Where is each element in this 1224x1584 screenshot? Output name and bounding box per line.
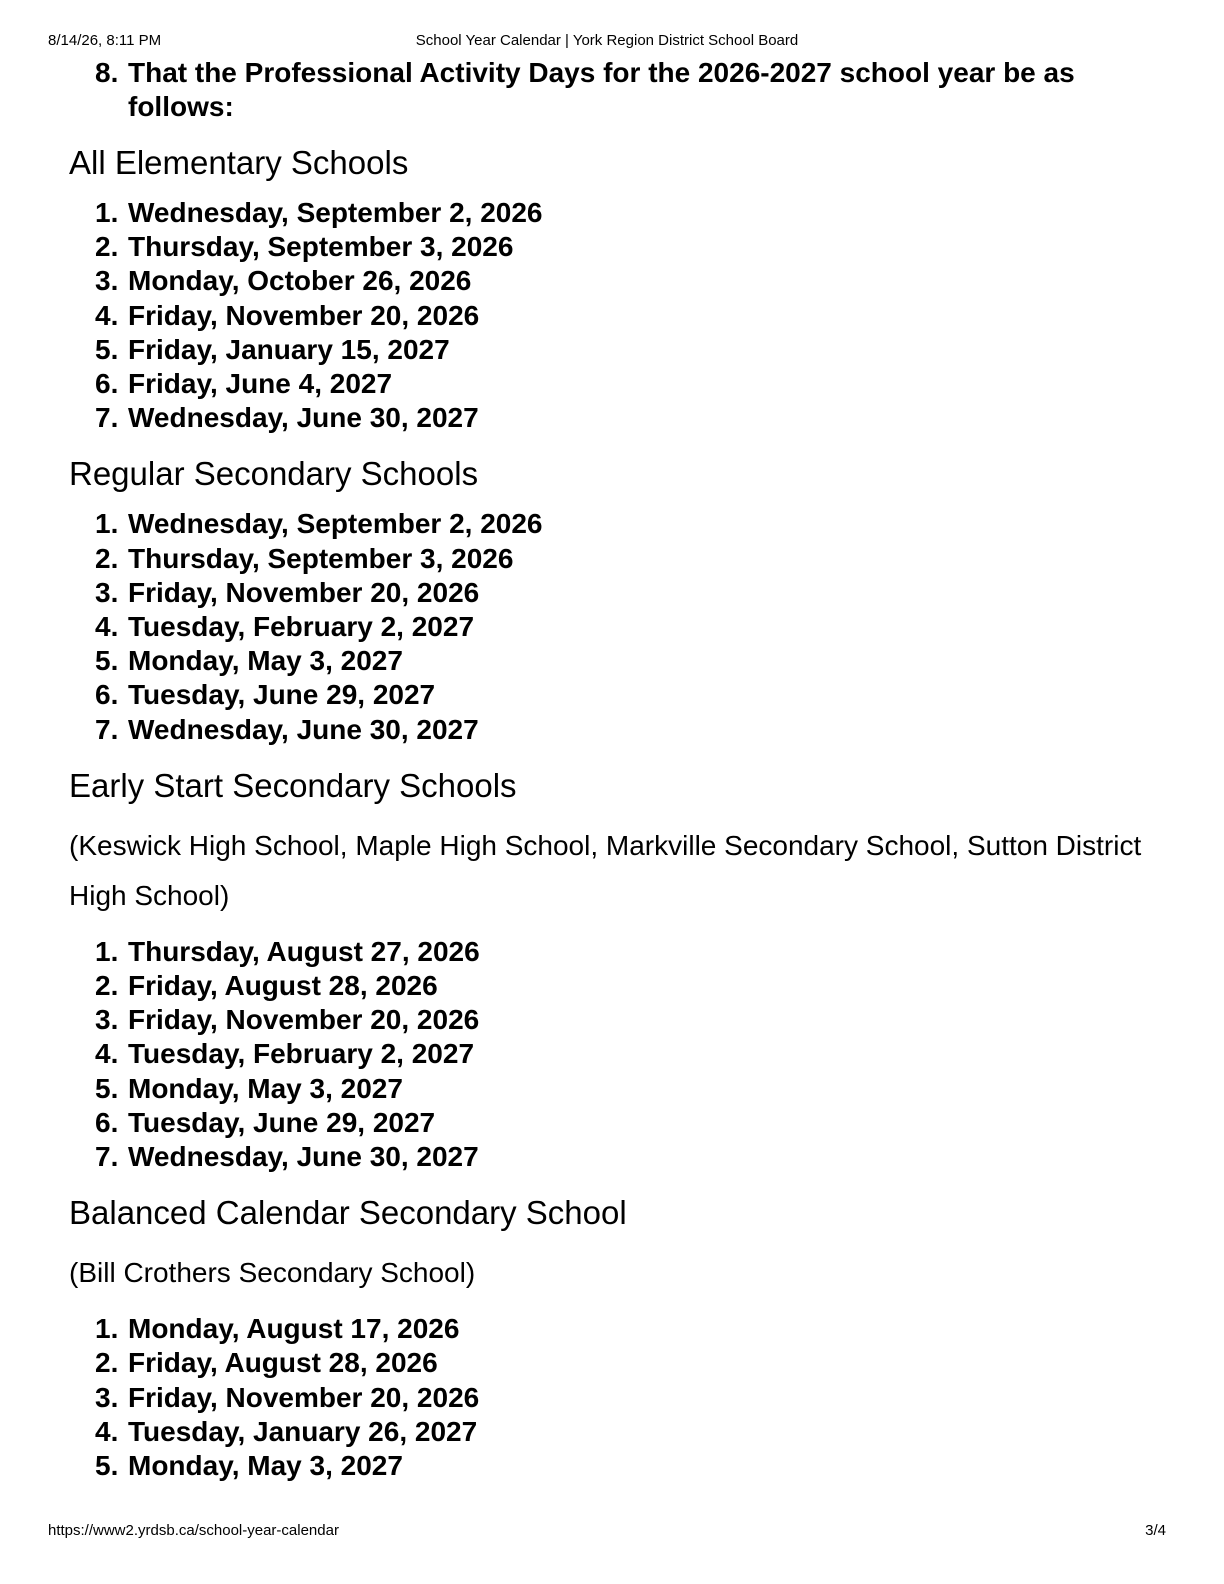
- list-item-date: Thursday, August 27, 2026: [128, 935, 480, 967]
- list-item-number: 5.: [95, 1450, 119, 1482]
- list-item-date: Wednesday, September 2, 2026: [128, 508, 543, 540]
- list-item-number: 4.: [95, 299, 119, 331]
- list-item: [95, 542, 1159, 576]
- list-item-date: Friday, August 28, 2026: [128, 1347, 438, 1379]
- motion-number: 8.: [95, 57, 119, 88]
- pa-day-section: [69, 454, 1159, 746]
- list-item-number: 7.: [95, 402, 119, 434]
- pa-day-section: [69, 766, 1159, 1174]
- list-item-date: Thursday, September 3, 2026: [128, 542, 514, 574]
- pa-day-section: [69, 143, 1159, 435]
- list-item-number: 6.: [95, 368, 119, 400]
- section-note: (Keswick High School, Maple High School, Markville Secondary School, Sutton District High School): [69, 829, 1142, 911]
- list-item-date: Tuesday, February 2, 2027: [128, 1038, 475, 1070]
- page-title: School Year Calendar | York Region District School Board: [415, 32, 799, 49]
- date-list: [69, 1312, 1159, 1483]
- list-item-number: 1.: [95, 197, 119, 228]
- list-item: [95, 1072, 1159, 1106]
- list-item-date: Wednesday, September 2, 2026: [128, 197, 543, 228]
- list-item-date: Monday, May 3, 2027: [128, 1450, 403, 1482]
- list-item: [95, 935, 1159, 969]
- list-item: [95, 610, 1159, 644]
- list-item-date: Tuesday, January 26, 2027: [128, 1415, 478, 1447]
- list-item-date: Wednesday, June 30, 2027: [128, 713, 479, 745]
- print-footer: [48, 1521, 1166, 1541]
- section-note: (Bill Crothers Secondary School): [69, 1257, 476, 1289]
- list-item: [95, 1140, 1159, 1174]
- list-item: [95, 713, 1159, 747]
- list-item-number: 3.: [95, 1381, 119, 1413]
- list-item-number: 4.: [95, 1415, 119, 1447]
- pa-day-section: [69, 1193, 1159, 1483]
- list-item-date: Tuesday, February 2, 2027: [128, 611, 475, 643]
- section-title: Balanced Calendar Secondary School: [69, 1194, 627, 1232]
- list-item-date: Friday, November 20, 2026: [128, 1004, 480, 1036]
- list-item-number: 1.: [95, 935, 119, 967]
- list-item-number: 3.: [95, 1004, 119, 1036]
- list-item-date: Tuesday, June 29, 2027: [128, 1106, 436, 1138]
- list-item: [95, 576, 1159, 610]
- list-item-number: 6.: [95, 1106, 119, 1138]
- list-item-number: 7.: [95, 1141, 119, 1173]
- motion-text: That the Professional Activity Days for the 2026-2027 school year be as follows:: [128, 57, 1075, 122]
- list-item-number: 1.: [95, 1313, 119, 1345]
- list-item-number: 4.: [95, 1038, 119, 1070]
- list-item: [95, 333, 1159, 367]
- list-item: [95, 1415, 1159, 1449]
- list-item-date: Friday, August 28, 2026: [128, 970, 438, 1002]
- list-item: [95, 1449, 1159, 1483]
- list-item-number: 3.: [95, 265, 119, 297]
- list-item-number: 2.: [95, 970, 119, 1002]
- list-item-date: Friday, June 4, 2027: [128, 368, 393, 400]
- list-item-date: Friday, November 20, 2026: [128, 299, 480, 331]
- list-item-date: Monday, August 17, 2026: [128, 1313, 460, 1345]
- section-title: Early Start Secondary Schools: [69, 766, 517, 804]
- list-item: [95, 1037, 1159, 1071]
- list-item-date: Monday, May 3, 2027: [128, 645, 403, 677]
- section-title: All Elementary Schools: [69, 144, 409, 181]
- list-item-number: 6.: [95, 679, 119, 711]
- print-datetime: 8/14/26, 8:11 PM: [48, 32, 162, 49]
- sections-container: [69, 143, 1159, 1483]
- list-item: [95, 644, 1159, 678]
- date-list: [69, 507, 1159, 746]
- list-item: [95, 969, 1159, 1003]
- list-item: [95, 230, 1159, 264]
- list-item-number: 1.: [95, 508, 119, 540]
- list-item: [95, 264, 1159, 298]
- list-item-date: Friday, January 15, 2027: [128, 333, 450, 365]
- list-item-date: Friday, November 20, 2026: [128, 1381, 480, 1413]
- list-item-number: 3.: [95, 576, 119, 608]
- list-item: [95, 1106, 1159, 1140]
- list-item-number: 5.: [95, 645, 119, 677]
- page-url: https://www2.yrdsb.ca/school-year-calendar: [48, 1522, 339, 1539]
- list-item-number: 2.: [95, 231, 119, 263]
- list-item-date: Monday, October 26, 2026: [128, 265, 472, 297]
- list-item-number: 2.: [95, 542, 119, 574]
- list-item: [95, 299, 1159, 333]
- list-item-date: Thursday, September 3, 2026: [128, 231, 514, 263]
- print-header: [48, 31, 1166, 51]
- list-item: [95, 678, 1159, 712]
- list-item: [95, 401, 1159, 435]
- motion-item: [95, 56, 1159, 124]
- document-content: [69, 56, 1159, 1483]
- list-item: [95, 196, 1159, 230]
- page-number: 3/4: [1145, 1522, 1166, 1539]
- list-item: [95, 1381, 1159, 1415]
- list-item-date: Friday, November 20, 2026: [128, 576, 480, 608]
- list-item-number: 4.: [95, 611, 119, 643]
- list-item-date: Tuesday, June 29, 2027: [128, 679, 436, 711]
- list-item: [95, 507, 1159, 541]
- list-item: [95, 1312, 1159, 1346]
- date-list: [69, 935, 1159, 1174]
- section-title: Regular Secondary Schools: [69, 455, 479, 493]
- list-item: [95, 367, 1159, 401]
- list-item-number: 5.: [95, 333, 119, 365]
- list-item: [95, 1346, 1159, 1380]
- list-item-date: Monday, May 3, 2027: [128, 1072, 403, 1104]
- list-item-number: 7.: [95, 713, 119, 745]
- list-item-number: 5.: [95, 1072, 119, 1104]
- list-item-date: Wednesday, June 30, 2027: [128, 402, 479, 434]
- list-item: [95, 1003, 1159, 1037]
- date-list: [69, 196, 1159, 435]
- list-item-number: 2.: [95, 1347, 119, 1379]
- list-item-date: Wednesday, June 30, 2027: [128, 1141, 479, 1173]
